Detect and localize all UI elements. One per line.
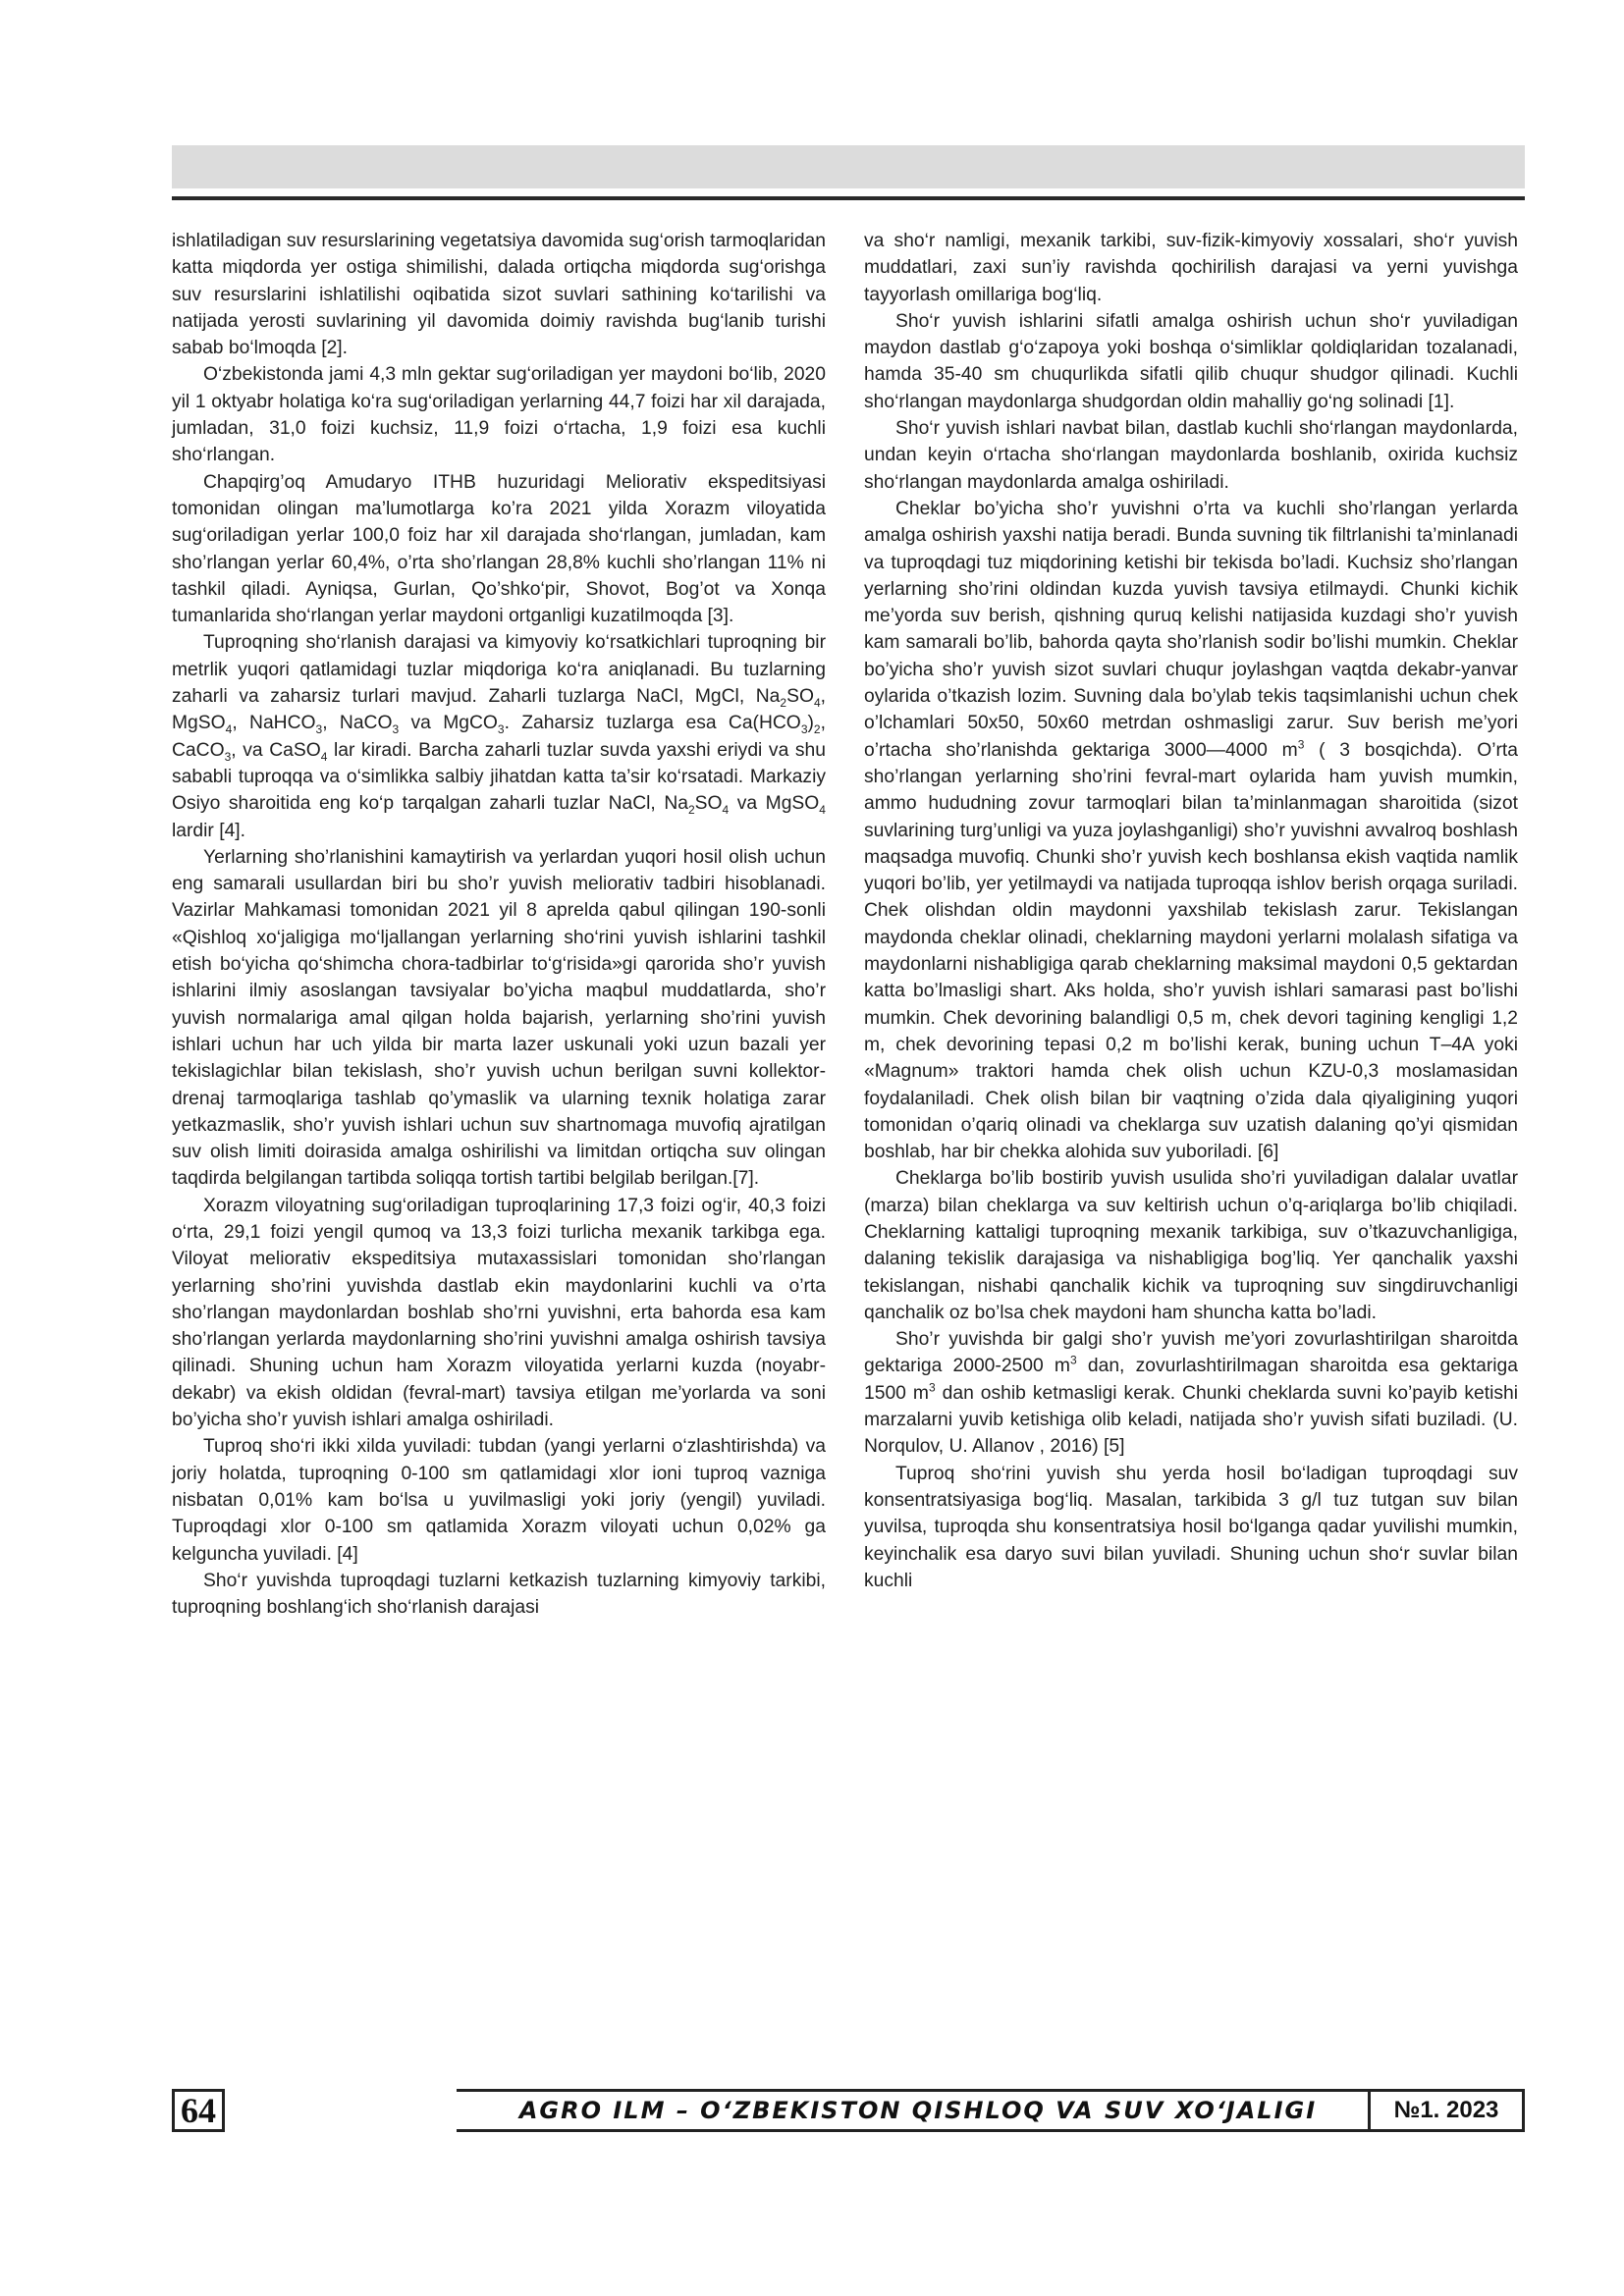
paragraph-salts: Tuproqning sho‘rlanish darajasi va kimyoviy ko‘rsatkichlari tuproqning bir metrlik yuqori qatlamidagi tuzlar miqdoriga ko‘ra aniqlanadi. Bu tuzlarning zaharli va zaharsiz turlari mavjud. Zaharli tuzlarga NaCl, MgCl, $Na_2SO_4$, MgSO$_4$, NaHCO$_3$, NaCO$_3$ va MgCO$_3$. Zaharsiz tuzlarga esa $Ca(HCO_3)_2$, CaCO$_3$, va CaSO$_4$ lar kiradi. Barcha zaharli tuzlar suvda yaxshi eriydi va shu sababli tuproqqa va o‘simlikka salbiy jihatdan katta ta’sir ko‘rsatadi. Markaziy Osiyo sharoitida eng ko‘p tarqalgan zaharli tuzlar NaCl, $Na_2SO_4$ va MgSO$_4$ lardir [4]. bbox=[172, 632, 826, 841]
page-number: 64 bbox=[172, 2089, 225, 2132]
journal-title: AGRO ILM – O‘ZBEKISTON QISHLOQ VA SUV XO‘JALIGI bbox=[457, 2089, 1380, 2132]
paragraph: Sho‘r yuvishda tuproqdagi tuzlarni ketkazish tuzlarning kimyoviy tarkibi, tuproqning boshlang‘ich sho‘rlanish darajasi bbox=[172, 1570, 826, 1619]
paragraph: Tuproq sho‘rini yuvish shu yerda hosil bo‘ladigan tuproqdagi suv konsentratsiyasiga bog‘liq. Masalan, tarkibida 3 g/l tuz tutgan suv bilan yuvilsa, tuproqda shu konsentratsiya hosil bo‘lganga qadar yuvilishi mumkin, keyinchalik esa daryo suvi bilan yuviladi. Shuning uchun sho‘r suvlar bilan kuchli bbox=[864, 1463, 1518, 1591]
paragraph: va sho‘r namligi, mexanik tarkibi, suv-fizik-kimyoviy xossalari, sho‘r yuvish muddatlari, zaxi sun’iy ravishda qochirilish darajasi va yerni yuvishga tayyorlash omillariga bog‘liq. bbox=[864, 231, 1518, 305]
paragraph-checks: Cheklar bo’yicha sho’r yuvishni o’rta va kuchli sho’rlangan yerlarda amalga oshirish yaxshi natija beradi. Bunda suvning tik filtrlanishi ta’minlanadi va tuproqdagi tuz miqdorining ketishi bir tekisda bo’ladi. Kuchsiz sho’rlangan yerlarning sho’rini oldindan kuzda yuvish tavsiya etilmaydi. Chunki kichik me’yorda suv berish, qishning quruq kelishi natijasida kuzdagi sho’r yuvish kam samarali bo’lib, bahorda qayta sho’rlanish sodir bo’lishi mumkin. Cheklar bo’yicha sho’r yuvish sizot suvlari chuqur joylashgan vaqtda dekabr-yanvar oylarida o’tkazish lozim. Suvning dala bo’ylab tekis taqsimlanishi uchun chek o’lchamlari 50x50, 50x60 metrdan oshmasligi zarur. Suv berish me’yori o’rtacha sho’rlanishda gektariga 3000—4000 $m^3$ ( 3 bosqichda). O’rta sho’rlangan yerlarning sho’rini fevral-mart oylarida ham yuvish mumkin, ammo hududning zovur tarmoqlari bilan ta’minlanmagan sharoitida (sizot suvlarining turg’unligi va yuza joylashganligi) sho’r yuvishni avvalroq boshlash maqsadga muvofiq. Chunki sho’r yuvish kech boshlansa ekish vaqtida namlik yuqori bo’lib, yer yetilmaydi va natijada tuproqqa ishlov berish orqaga suriladi. Chek olishdan oldin maydonni yaxshilab tekislash zarur. Tekislangan maydonda cheklar olinadi, cheklarning maydoni yerlarni molalash sifatiga va maydonlarni nishabligiga qarab cheklarning maksimal maydoni 0,5 gektardan katta bo’lmasligi shart. Aks holda, sho’r yuvish ishlari samarasi past bo’lishi mumkin. Chek devorining balandligi 0,5 m, chek devori tagining kengligi 1,2 m, chek devorining tepasi 0,2 m bo’lishi kerak, buning uchun T–4A yoki «Magnum» traktori hamda chek olish uchun KZU-0,3 moslamasidan foydalaniladi. Chek olish bilan bir vaqtning o’zida dala qiyaligining yuqori tomonidan o’qariq olinadi va cheklarga suv uzatish dalaning qo’yi qismidan boshlab, har bir chekka alohida suv yuboriladi. [6] bbox=[864, 498, 1518, 1163]
paragraph: Yerlarning sho’rlanishini kamaytirish va yerlardan yuqori hosil olish uchun eng samarali usullardan biri bu sho’r yuvish meliorativ tadbiri hisoblanadi. Vazirlar Mahkamasi tomonidan 2021 yil 8 aprelda qabul qilingan 190-sonli «Qishloq xo‘jaligiga mo‘ljallangan yerlarning sho‘rini yuvish ishlarini tashkil etish bo‘yicha qo‘shimcha chora-tadbirlar to‘g‘risida»gi qarorida sho’r yuvish ishlarini ilmiy asoslangan tavsiyalar bo’yicha maqbul muddatlarda, sho’r yuvish normalariga amal qilgan holda bajarish, yerlarning sho’rini yuvish ishlari uchun har uch yilda bir marta lazer uskunali yoki uzun bazali yer tekislagichlar bilan tekislash, sho’r yuvish uchun berilgan suvni kollektor-drenaj tarmoqlariga tashlab qo’ymaslik va ularning texnik holatiga zarar yetkazmaslik, sho’r yuvish ishlari uchun suv shartnomaga muvofiq ajratilgan suv olish limiti doirasida amalga oshirilishi va limitdan ortiqcha suv olingan taqdirda belgilangan tartibda soliqqa tortish tartibi belgilab berilgan.[7]. bbox=[172, 846, 826, 1190]
paragraph: Cheklarga bo’lib bostirib yuvish usulida sho’ri yuviladigan dalalar uvatlar (marza) bilan cheklarga va suv keltirish uchun o’q-ariqlarga bo’lib chiqiladi. Cheklarning kattaligi tuproqning mexanik tarkibiga, suv o’tkazuvchanligiga, dalaning tekislik darajasiga va nishabligiga bog’liq. Yer qanchalik yaxshi tekislangan, nishabi qanchalik kichik va tuproqning suv singdiruvchanligi qanchalik oz bo’lsa chek maydoni ham shuncha katta bo’ladi. bbox=[864, 1168, 1518, 1323]
left-column bbox=[172, 228, 826, 1621]
right-column bbox=[864, 228, 1518, 1594]
header-band bbox=[172, 145, 1525, 188]
header-rule bbox=[172, 196, 1525, 200]
paragraph: Tuproq sho‘ri ikki xilda yuviladi: tubdan (yangi yerlarni o‘zlashtirishda) va joriy holatda, tuproqning 0-100 sm qatlamidagi xlor ioni tuproq vazniga nisbatan 0,01% kam bo‘lsa u yuvilmasligi yoki joriy (yengil) yuviladi. Tuproqdagi xlor 0-100 sm qatlamida Xorazm viloyati uchun 0,02% ga kelguncha yuviladi. [4] bbox=[172, 1436, 826, 1565]
paragraph-norms: Sho’r yuvishda bir galgi sho’r yuvish me’yori zovurlashtirilgan sharoitda gektariga 2000-2500 $m^3$ dan, zovurlashtirilmagan sharoitda esa gektariga 1500 $m^3$ dan oshib ketmasligi kerak. Chunki cheklarda suvni ko’payib ketishi marzalarni yuvib ketishiga olib keladi, natijada sho’r yuvish sifati buziladi. (U. Norqulov, U. Allanov , 2016) [5] bbox=[864, 1329, 1519, 1458]
paragraph: O‘zbekistonda jami 4,3 mln gektar sug‘oriladigan yer maydoni bo‘lib, 2020 yil 1 oktyabr holatiga ko‘ra sug‘oriladigan yerlarning 44,7 foizi har xil darajada, jumladan, 31,0 foizi kuchsiz, 11,9 foizi o‘rtacha, 1,9 foizi esa kuchli sho‘rlangan. bbox=[172, 364, 826, 466]
issue-number: №1. 2023 bbox=[1368, 2089, 1525, 2132]
paragraph: Sho‘r yuvish ishlarini sifatli amalga oshirish uchun sho‘r yuviladigan maydon dastlab g‘o‘zapoya yoki boshqa o‘simliklar qoldiqlaridan tozalanadi, hamda 35-40 sm chuqurlikda sifatli qilib chuqur shudgor qilinadi. Kuchli sho‘rlangan maydonlarga shudgordan oldin mahalliy go‘ng solinadi [1]. bbox=[864, 310, 1518, 412]
paragraph: ishlatiladigan suv resurslarining vegetatsiya davomida sug‘orish tarmoqlaridan katta miqdorda yer ostiga shimilishi, dalada ortiqcha miqdorda sug‘orishga suv resurslarini ishlatilishi oqibatida sizot suvlari sathining ko‘tarilishi va natijada yerosti suvlarining yil davomida doimiy ravishda bug‘lanib turishi sabab bo‘lmoqda [2]. bbox=[172, 231, 826, 359]
paragraph: Chapqirg’oq Amudaryo ITHB huzuridagi Meliorativ ekspeditsiyasi tomonidan olingan ma’lumotlarga ko’ra 2021 yilda Xorazm viloyatida sug‘oriladigan yerlar 100,0 foiz har xil darajada sho‘rlangan, jumladan, kam sho’rlangan yerlar 60,4%, o’rta sho’rlangan 28,8% kuchli sho’rlangan 11% ni tashkil qiladi. Ayniqsa, Gurlan, Qo’shko‘pir, Shovot, Bog’ot va Xonqa tumanlarida sho‘rlangan yerlar maydoni ortganligi kuzatilmoqda [3]. bbox=[172, 471, 826, 627]
paragraph: Sho‘r yuvish ishlari navbat bilan, dastlab kuchli sho‘rlangan maydonlarda, undan keyin o‘rtacha sho‘rlangan maydonlarda boshlanib, oxirida kuchsiz sho‘rlangan maydonlarda amalga oshiriladi. bbox=[864, 418, 1518, 493]
page-footer bbox=[172, 2089, 1525, 2138]
paragraph: Xorazm viloyatning sug‘oriladigan tuproqlarining 17,3 foizi og‘ir, 40,3 foizi o‘rta, 29,1 foizi yengil qumoq va 13,3 foizi turlicha mexanik tarkibga ega. Viloyat meliorativ ekspeditsiya mutaxassislari tomonidan sho’rlangan yerlarning sho’rini yuvishda dastlab ekin maydonlarini kuchli va o’rta sho’rlangan maydonlardan boshlab sho’rni yuvishni, erta bahorda esa kam sho’rlangan yerlarda maydonlarning sho’rini yuvishni amalga oshirish tavsiya qilinadi. Shuning uchun ham Xorazm viloyatida yerlarni kuzda (noyabr-dekabr) va ekish oldidan (fevral-mart) tavsiya etilgan me’yorlarda va soni bo’yicha sho’r yuvish ishlari amalga oshiriladi. bbox=[172, 1195, 826, 1431]
